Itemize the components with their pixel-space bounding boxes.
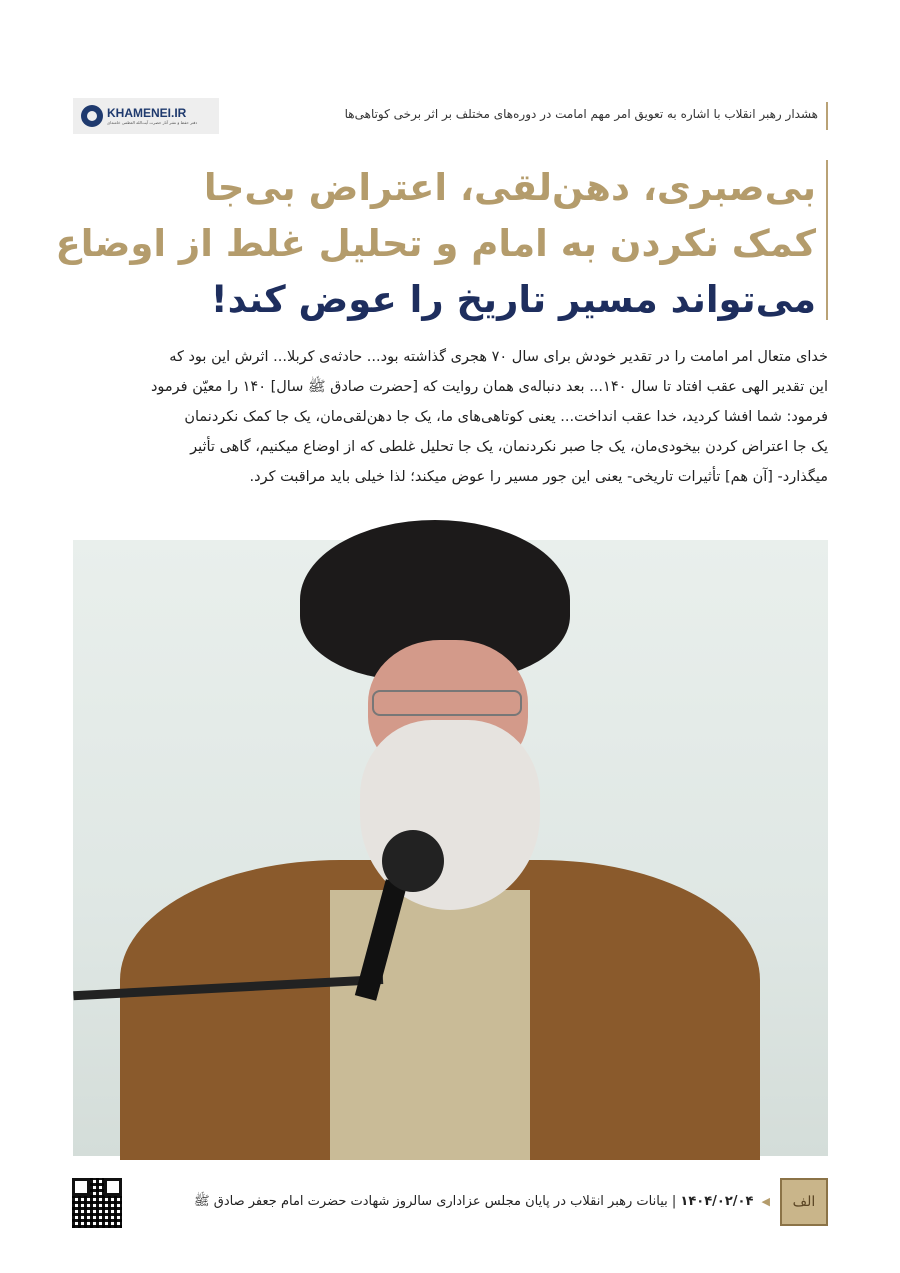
- caret-left-icon: ◀: [761, 1195, 770, 1208]
- footer-source: بیانات رهبر انقلاب در پایان مجلس عزاداری سالروز شهادت حضرت امام جعفر صادق ﷺ: [193, 1194, 668, 1209]
- calligraphy-seal-icon: [780, 1178, 828, 1226]
- headline-line-2: کمک نکردن به امام و تحلیل غلط از اوضاع: [55, 222, 816, 265]
- khamenei-logo[interactable]: [73, 98, 219, 134]
- top-bar: [73, 98, 828, 134]
- headline-line-3: می‌تواند مسیر تاریخ را عوض کند!: [210, 278, 816, 321]
- footer-caption: [194, 1193, 770, 1212]
- logo-subtitle: دفتر حفظ و نشر آثار حضرت آیت‌الله العظمی خامنه‌ای: [107, 120, 198, 125]
- quote-line: این تقدیر الهی عقب افتاد تا سال ۱۴۰... بعد دنباله‌ی همان روایت که [حضرت صادق ﷺ سال] ۱۴۰ را معیّن فرمود: [150, 379, 828, 395]
- quote-line: خدای متعال امر امامت را در تقدیر خودش برای سال ۷۰ هجری گذاشته بود... حادثه‌ی کربلا... اثرش این بود که: [169, 349, 828, 365]
- microphone-icon: [382, 830, 444, 892]
- footer: [72, 1178, 828, 1228]
- logo-name: KHAMENEI.IR: [107, 106, 187, 120]
- kicker-text: هشدار رهبر انقلاب با اشاره به تعویق امر مهم امامت در دوره‌های مختلف بر اثر برخی کوتاهی‌ها: [344, 107, 818, 121]
- quote-body: [72, 342, 828, 492]
- logo-emblem-icon: [81, 105, 103, 127]
- quote-line: فرمود: شما افشا کردید، خدا عقب انداخت... یعنی کوتاهی‌های ما، یک جا دهن‌لقی‌مان، یک جا کمک نکردنمان: [184, 409, 828, 425]
- footer-separator: |: [671, 1194, 677, 1209]
- seal-text: الف: [792, 1194, 816, 1210]
- headline-line-1: بی‌صبری، دهن‌لقی، اعتراض بی‌جا: [203, 166, 816, 209]
- footer-date: ۱۴۰۴/۰۲/۰۴: [680, 1194, 754, 1209]
- quote-line: یک جا اعتراض کردن بیخودی‌مان، یک جا صبر نکردنمان، یک جا تحلیل غلطی که از اوضاع میکنیم، گاهی تأثیر: [190, 439, 828, 455]
- photo-vest: [330, 890, 530, 1160]
- qr-code-icon[interactable]: [72, 1178, 122, 1228]
- quote-line: میگذارد- [آن هم] تأثیرات تاریخی- یعنی این جور مسیر را عوض میکند؛ لذا خیلی باید مراقبت کرد.: [249, 469, 828, 485]
- photo-glasses: [372, 690, 522, 716]
- kicker-divider: [826, 102, 828, 130]
- headline: [55, 160, 828, 328]
